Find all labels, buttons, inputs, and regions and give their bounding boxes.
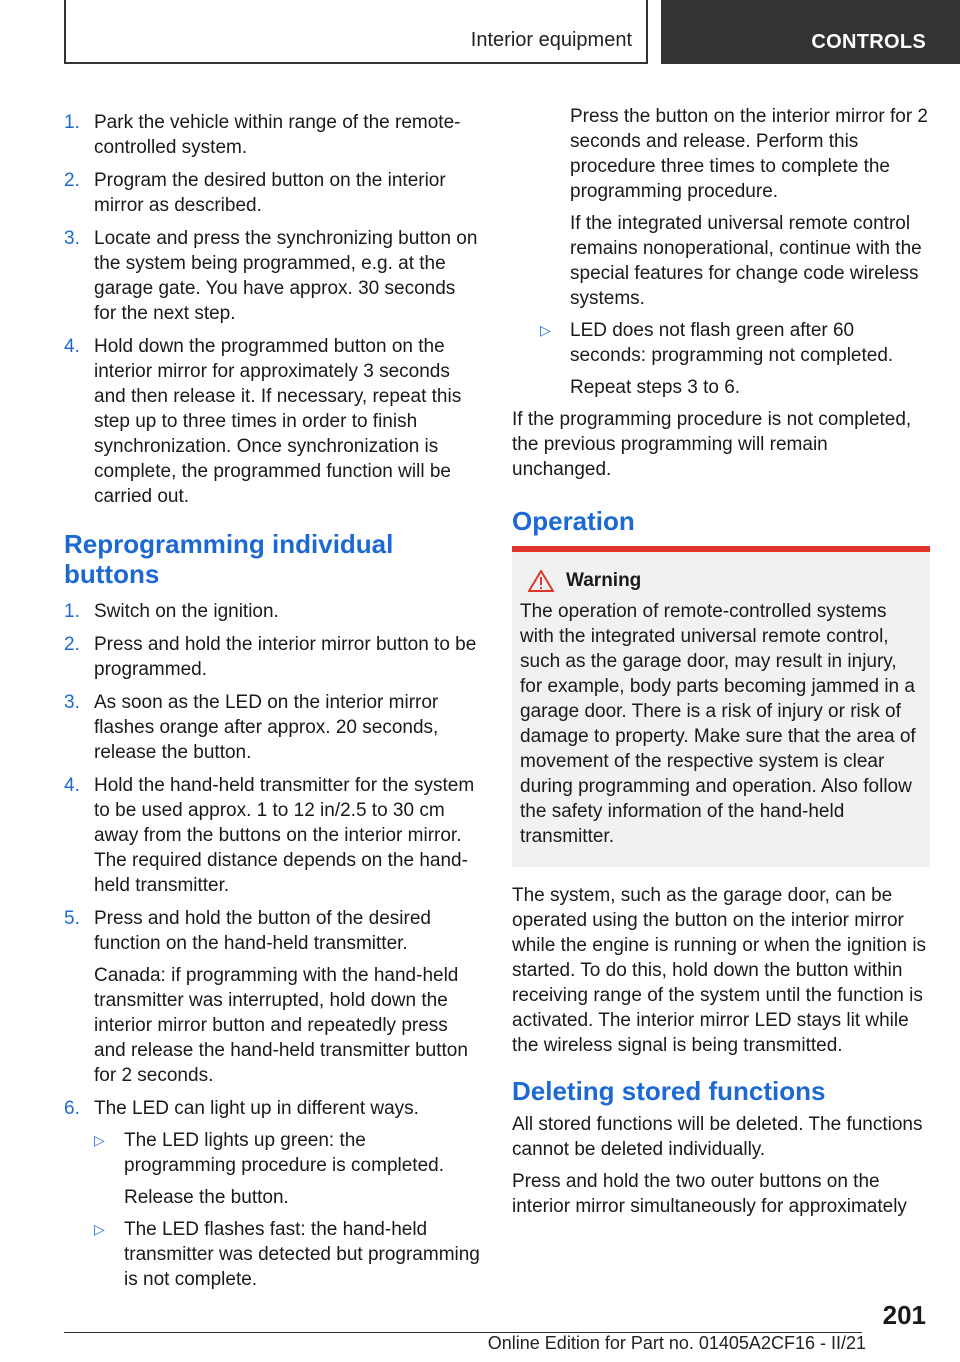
paragraph: If the programming procedure is not completed, the previous programming will remain unchanged.	[512, 409, 912, 480]
warning-header	[520, 568, 922, 593]
step-number: 4.	[64, 336, 80, 357]
step-number: 2.	[64, 170, 80, 191]
steps-synchronize	[64, 110, 482, 509]
list-item	[64, 632, 482, 682]
step-text: Locate and press the synchronizing button on the system being programmed, e.g. at the garage gate. You have approx. 30 seconds for the next step.	[94, 228, 478, 324]
list-item	[64, 334, 482, 509]
step-number: 1.	[64, 601, 80, 622]
heading-deleting: Deleting stored functions	[512, 1076, 826, 1106]
led-state-text: The LED flashes fast: the hand-held transmitter was detected but programming is not complete.	[124, 1219, 480, 1290]
step-number: 2.	[64, 634, 80, 655]
chapter-title: CONTROLS	[811, 31, 926, 53]
list-item	[64, 1096, 482, 1292]
right-column	[512, 104, 930, 1226]
led-state-note: Release the button.	[124, 1187, 289, 1208]
led-state-item	[94, 1217, 482, 1292]
step-text: Switch on the ignition.	[94, 601, 279, 622]
step-text: Program the desired button on the interior mirror as described.	[94, 170, 446, 216]
step-text: Park the vehicle within range of the remote-controlled system.	[94, 112, 461, 158]
warning-triangle-icon	[528, 570, 554, 592]
step-text: As soon as the LED on the interior mirror flashes orange after approx. 20 seconds, release the button.	[94, 692, 439, 763]
list-item	[64, 168, 482, 218]
continued-steps	[512, 104, 930, 311]
list-item	[64, 110, 482, 160]
steps-reprogramming	[64, 599, 482, 1292]
step-number: 6.	[64, 1098, 80, 1119]
paragraph: The system, such as the garage door, can be operated using the button on the interior mirror while the engine is running or when the ignition is started. To do this, hold down the button within receiving range of the system until the function is activated. The interior mirror LED stays lit while the wireless signal is being transmitted.	[512, 885, 927, 1056]
continued-text: If the integrated universal remote control remains nonoperational, continue with the special features for change code wireless systems.	[570, 213, 922, 309]
paragraph: Press and hold the two outer buttons on the interior mirror simultaneously for approximately	[512, 1171, 907, 1217]
step-note-canada: Canada: if programming with the hand-held transmitter was interrupted, hold down the interior mirror button and repeatedly press and release the hand-held transmitter button for 2 seconds.	[94, 965, 468, 1086]
left-column	[64, 110, 482, 1300]
step-text: Hold down the programmed button on the interior mirror for approximately 3 seconds and then release it. If necessary, repeat this step up to three times in order to finish synchronization. Once synchronization is complete, the programmed function will be carried out.	[94, 336, 462, 507]
step-number: 3.	[64, 228, 80, 249]
list-item	[64, 690, 482, 765]
step-number: 4.	[64, 775, 80, 796]
continued-text: Press the button on the interior mirror for 2 seconds and release. Perform this procedure three times to complete the programming procedure.	[570, 106, 928, 202]
triangle-bullet-icon: ▷	[94, 1221, 105, 1237]
heading-reprogramming: Reprogramming individual buttons	[64, 529, 394, 589]
paragraph: All stored functions will be deleted. The functions cannot be deleted individually.	[512, 1114, 923, 1160]
section-title: Interior equipment	[470, 29, 632, 51]
footer-edition: Online Edition for Part no. 01405A2CF16 - II/21	[487, 1333, 866, 1353]
led-state-item	[94, 1128, 482, 1210]
step-text: The LED can light up in different ways.	[94, 1098, 419, 1119]
triangle-bullet-icon: ▷	[540, 322, 551, 338]
warning-box	[512, 546, 930, 867]
led-state-note: Repeat steps 3 to 6.	[570, 377, 741, 398]
led-state-text: LED does not flash green after 60 seconds: programming not completed.	[570, 320, 894, 366]
heading-operation: Operation	[512, 506, 635, 536]
triangle-bullet-icon: ▷	[94, 1132, 105, 1148]
list-item	[64, 773, 482, 898]
list-item	[64, 599, 482, 624]
header-chapter-box	[661, 0, 960, 64]
header-section-box	[64, 0, 648, 64]
step-number: 5.	[64, 908, 80, 929]
page-number: 201	[882, 1300, 926, 1330]
step-text: Hold the hand-held transmitter for the system to be used approx. 1 to 12 in/2.5 to 30 cm away from the buttons on the interior mirror. The required distance depends on the hand-held transmitter.	[94, 775, 475, 896]
list-item	[64, 906, 482, 1088]
led-state-item	[540, 318, 930, 400]
warning-title: Warning	[566, 570, 642, 591]
step-number: 3.	[64, 692, 80, 713]
warning-text: The operation of remote-controlled systems with the integrated universal remote control, such as the garage door, may result in injury, for example, body parts becoming jammed in a garage door. There is a risk of injury or risk of damage to property. Make sure that the area of movement of the respective system is clear during programming and operation. Also follow the safety information of the hand-held transmitter.	[520, 601, 916, 847]
list-item	[64, 226, 482, 326]
step-number: 1.	[64, 112, 80, 133]
step-text: Press and hold the button of the desired function on the hand-held transmitter.	[94, 908, 431, 954]
led-state-text: The LED lights up green: the programming procedure is completed.	[124, 1130, 444, 1176]
step-text: Press and hold the interior mirror button to be programmed.	[94, 634, 477, 680]
